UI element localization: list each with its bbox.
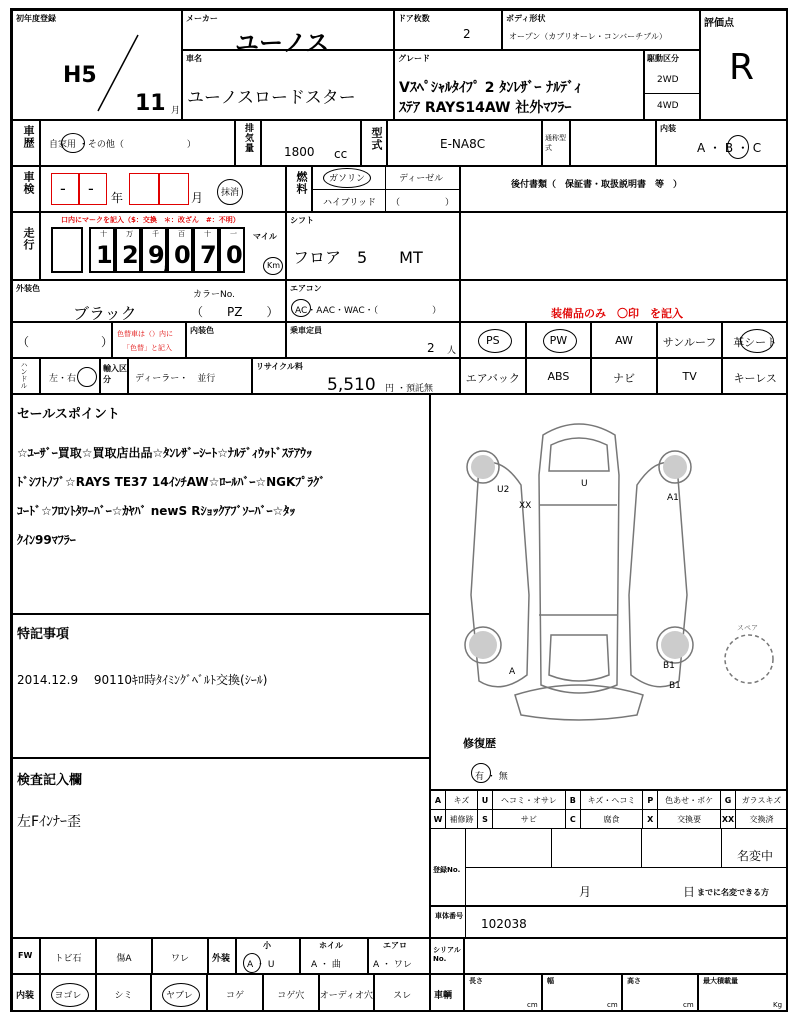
common-model-cell [570,120,656,166]
recycle-label: リサイクル料 [256,362,303,371]
legend-cell: キズ [446,791,478,810]
fw-items [40,938,208,974]
odometer-digit-box [115,227,141,273]
sales-title: セールスポイント [17,407,120,422]
sales-line-1: ☆ﾕｰｻﾞｰ買取☆買取店出品☆ﾀﾝﾚｻﾞｰｼｰﾄ☆ﾅﾙﾃﾞｨｳｯﾄﾞｽﾃｱｳｯ [17,446,313,460]
inspection-expired: 抹消 [221,188,240,198]
expired-circle [217,179,243,205]
legend-cell: C [565,810,580,829]
ext-label-cell [208,938,236,974]
car-diagram-box [430,394,788,790]
equipment-circle [543,329,577,353]
registration-box [430,828,788,906]
size-label-cell [430,974,464,1012]
inspection-label-cell [12,166,40,212]
equipment-label: ABS [547,370,570,383]
repair-value: 有 ・ 無 [475,772,508,782]
reg-no-label: 登録No. [433,866,461,874]
check-title: 検査記入欄 [17,773,83,788]
km-label: Km [267,261,281,270]
body-value: オープン（カブリオーレ・コンバーチブル） [509,32,667,41]
int-label: 内装 [16,991,35,1001]
odometer-place-label: 千 [152,230,159,238]
common-model-label-cell [542,120,570,166]
import-label: 輸入区分 [103,364,127,384]
int-item-label: コゲ [225,991,244,1001]
model-label-cell [361,120,387,166]
equipment-cell [526,358,592,394]
fuel-label-cell [286,166,312,212]
equipment-label: 革シート [733,336,778,349]
fw-item-label: ワレ [170,954,189,964]
interior-grade-circle [727,135,749,159]
first-reg-year: H5 [63,63,97,88]
doors-cell [394,10,502,50]
shift-value: フロア 5 MT [293,248,423,267]
odometer-place-label: 十 [204,230,211,238]
legend-cell: S [478,810,493,829]
color-change-note2: 「色替」と記入 [123,344,172,352]
wheel-label: ホイル [319,941,343,950]
equipment-cell [722,358,788,394]
legend-cell: U [478,791,493,810]
docs-blank-cell [460,212,788,280]
shift-cell [286,212,460,280]
seats-cell [286,322,460,358]
int-item-cell [151,974,207,1012]
km-circle [263,257,283,275]
aero-value: A ・ ワレ [373,960,412,970]
int-item-label: スレ [393,991,412,1001]
length-unit: cm [527,1001,538,1009]
fuel-hybrid: ハイブリッド [323,198,377,208]
odometer-place-label: 十 [100,230,107,238]
model-value: E-NA8C [440,137,486,151]
handle-value: 左・右 [49,374,77,384]
shift-label: シフト [290,216,314,225]
fw-item-label: トビ石 [54,954,82,964]
legend-cell: 色あせ・ボケ [658,791,721,810]
interior-color-cell [186,322,286,358]
width-label: 幅 [547,977,554,985]
seats-label: 乗車定員 [290,326,322,335]
eval-label: 評価点 [704,18,734,29]
mileage-cell [40,212,286,280]
int-item-cell [40,974,96,1012]
recycle-cell [252,358,460,394]
ext-small-cell [236,938,300,974]
mileage-note: 口内にマークを記入（$：交換 ＊：改ざん #：不明） [61,216,240,224]
fw-label-cell [12,938,40,974]
seats-unit: 人 [447,346,457,356]
first-reg-label: 初年度登録 [16,14,56,23]
equipment-label: サンルーフ [662,336,717,349]
first-registration-cell [12,10,182,120]
odometer-place-label: 百 [178,230,185,238]
name-change-note: までに名変できる方 [697,888,769,897]
grade-label: グレード [398,54,430,63]
handle-circle [77,367,97,387]
auction-sheet [10,8,788,1012]
ext-color-value: ブラック [73,304,137,323]
odometer-digit-box [89,227,115,273]
fw-item-cell [96,938,152,974]
int-item-label: コゲ穴 [277,991,305,1001]
legend-cell: X [643,810,658,829]
equipment-label: ナビ [612,372,635,385]
mark-a: A [509,667,516,677]
mileage-label: 走行 [22,227,35,251]
odometer-place-label: 万 [126,230,133,238]
fw-item-cell [152,938,208,974]
small-label: 小 [263,941,271,950]
mileage-mark-box [51,227,83,273]
month-unit: 月 [171,106,181,116]
fuel-label: 燃料 [295,171,308,195]
inspection-notes-box [12,758,430,938]
equipment-label: キーレス [733,372,777,385]
odometer-digit: 0 [226,241,243,269]
evaluation-cell [700,10,788,120]
width-cell [542,974,622,1012]
disp-label-cell [235,120,261,166]
int-item-circle [162,983,200,1007]
height-label: 高さ [627,977,641,985]
equip-title-cell [460,280,788,322]
equipment-circle [740,329,774,353]
equipment-cell [460,358,526,394]
equipment-circle [478,329,512,353]
color-change-note-cell [112,322,186,358]
spare-label: スペア [737,624,758,632]
ac-value: AC・AAC・WAC・（ ） [295,306,442,316]
load-unit: Kg [773,1001,783,1009]
common-model-label: 通称型式 [545,134,566,152]
repair-label: 修復歴 [463,737,496,750]
ext-color-label: 外装色 [16,284,40,293]
ext-color-cell [12,280,286,322]
mark-u: U [581,479,588,489]
color-no-label: カラーNo. [193,290,235,300]
int-item-label: ヨゴレ [54,991,82,1001]
int-item-cell [263,974,319,1012]
first-reg-month: 11 [135,91,166,116]
inspection-cell [40,166,286,212]
odometer-digit: 9 [148,241,165,269]
chassis-label: 車体番号 [435,912,463,920]
repair-circle [471,763,491,783]
mark-a1: A1 [667,493,679,503]
ac-circle [291,299,311,317]
special-notes-box [12,614,430,758]
legend-cell: G [720,791,735,810]
mark-u2: U2 [497,485,510,495]
odometer-digit: 2 [122,241,139,269]
equipment-label: PW [549,334,568,347]
handle-label-cell [12,358,40,394]
interior-color-label: 内装色 [190,326,214,335]
chassis-value: 102038 [481,917,527,931]
model-cell [387,120,542,166]
width-unit: cm [607,1001,618,1009]
interior-grade-label: 内装 [660,124,676,133]
body-label: ボディ形状 [506,14,546,23]
color-change-cell [12,322,112,358]
interior-grade-value: A ・ B ・ C [697,141,762,155]
odometer-digit: 1 [96,241,113,269]
sales-line-4: ｸｲﾝ99ﾏﾌﾗｰ [17,533,76,547]
odometer-digit-box [167,227,193,273]
sales-points-box [12,394,430,614]
equipment-cell [722,322,788,358]
recycle-unit: 円 [385,384,395,394]
drive-4wd: 4WD [657,101,679,111]
odometer-digit: 7 [200,241,217,269]
serial-label-cell [430,938,464,974]
chassis-box [430,906,788,938]
handle-label: ハンドル [20,361,28,389]
check-text: 左Fｲﾝﾅｰ歪 [17,814,82,830]
small-value: A ・ U [247,960,275,970]
equipment-cell [460,322,526,358]
equipment-cell [591,358,657,394]
disp-label: 排気量 [243,123,253,153]
drive-cell [644,50,700,120]
fuel-cell [312,166,460,212]
int-item-cell [96,974,152,1012]
maker-cell [182,10,394,57]
equipment-cell [657,358,723,394]
legend-cell: 補修跡 [446,810,478,829]
reg-month: 月 [579,885,592,899]
equipment-cell [526,322,592,358]
ac-cell [286,280,460,322]
mark-xx: XX [519,501,532,511]
wheel-value: A ・ 曲 [311,960,341,970]
import-cell [128,358,252,394]
length-label: 長さ [469,977,483,985]
odometer [89,227,249,273]
odometer-digit: 0 [174,241,191,269]
ext-label: 外装 [212,954,231,964]
disp-cell [261,120,361,166]
int-item-label: シミ [114,991,133,1001]
history-cell [40,120,235,166]
fuel-diesel: ディーゼル [399,174,444,184]
car-diagram [431,395,787,791]
equipment-row-1 [460,322,788,358]
legend-cell: A [431,791,446,810]
serial-label: シリアルNo. [433,946,461,963]
sales-line-2: ﾄﾞｼﾌﾄﾉﾌﾞ☆RAYS TE37 14ｲﾝﾁAW☆ﾛｰﾙﾊﾞｰ☆NGKﾌﾟﾗｸﾞ [17,475,326,489]
import-label-cell [100,358,128,394]
docs-label: 後付書類（ 保証書・取扱説明書 等 ） [511,180,683,190]
docs-cell [460,166,788,212]
legend-cell: 交換要 [658,810,721,829]
fw-item-cell [40,938,96,974]
fw-label: FW [18,951,33,960]
ac-label: エアコン [290,284,322,293]
inspection-year-unit: 年 [111,191,124,205]
body-type-cell [502,10,700,50]
maker-label: メーカー [186,14,218,23]
size-label: 車輌 [434,991,453,1001]
fw-item-label: 傷A [116,954,132,964]
legend-cell: ヘコミ・オサレ [493,791,566,810]
small-circle [243,953,261,973]
legend-cell: ガラスキズ [735,791,787,810]
car-name-value: ユーノスロードスター [187,88,356,108]
ext-wheel-cell [300,938,368,974]
fuel-other: （ ） [391,198,455,208]
damage-legend [430,790,788,829]
disp-unit: cc [334,147,348,161]
int-label-cell [12,974,40,1012]
int-item-cell [374,974,430,1012]
doors-value: 2 [463,27,471,41]
equipment-label: エアバック [465,372,520,385]
load-cell [698,974,788,1012]
interior-grade-cell [656,120,788,166]
special-title: 特記事項 [17,627,70,642]
legend-cell: XX [720,810,735,829]
odometer-comma: , [163,253,170,274]
legend-cell: W [431,810,446,829]
length-cell [464,974,542,1012]
mile-label: マイル [253,232,277,241]
fuel-circle [323,168,371,188]
model-label: 型式 [370,127,383,151]
history-label: 車歴 [22,125,35,149]
legend-cell: P [643,791,658,810]
odometer-place-label: 一 [230,230,237,238]
height-unit: cm [683,1001,694,1009]
int-item-cell [207,974,263,1012]
legend-cell: B [565,791,580,810]
legend-cell: 腐食 [580,810,643,829]
legend-cell: サビ [493,810,566,829]
eval-value: R [729,47,755,88]
drive-2wd: 2WD [657,75,679,85]
int-item-label: オーディオ穴 [319,991,374,1001]
aero-label: エアロ [383,941,407,950]
equipment-label: AW [615,334,633,347]
car-name-cell [182,50,394,120]
inspection-month-unit: 月 [191,191,204,205]
name-change: 名変中 [737,849,774,863]
mileage-label-cell [12,212,40,280]
int-items [40,974,430,1012]
int-item-label: ヤブレ [165,991,193,1001]
serial-cell [464,938,788,974]
ext-aero-cell [368,938,430,974]
doors-label: ドア枚数 [398,14,430,23]
legend-cell: 交換済 [735,810,787,829]
load-label: 最大積載量 [703,977,738,985]
equipment-label: PS [485,334,500,347]
equipment-cell [591,322,657,358]
equipment-cell [657,322,723,358]
color-no-value: （ PZ ） [191,305,279,319]
color-change-note1: 色替車は（）内に [117,330,173,338]
fuel-gas: ガソリン [329,174,366,184]
history-value: 自家用 ・その他（ ） [49,140,196,150]
seats-value: 2 [427,341,435,355]
disp-value: 1800 [284,145,315,159]
int-item-circle [51,983,89,1007]
int-item-cell [319,974,375,1012]
import-value: ディーラー・ 並行 [135,374,216,384]
inspection-dash1: - [60,179,66,198]
special-text: 2014.12.9 90110ｷﾛ時ﾀｲﾐﾝｸﾞﾍﾞﾙﾄ交換(ｼｰﾙ) [17,673,268,687]
legend-cell: キズ・ヘコミ [580,791,643,810]
history-circle [61,133,85,153]
sales-line-3: ｺｰﾄﾞ☆ﾌﾛﾝﾄﾀﾜｰﾊﾞｰ☆ｶﾔﾊﾞ newS Rｼｮｯｸｱﾌﾞｿｰﾊﾞｰ☆ﾀｯ [17,504,296,518]
grade-cell [394,50,644,120]
maker-value: ユーノス [235,29,330,57]
inspection-dash2: - [88,179,94,198]
drive-label: 駆動区分 [647,54,679,63]
grade-line2: ｽﾃｱ RAYS14AW 社外ﾏﾌﾗｰ [399,100,572,116]
equip-title: 装備品のみ 〇印 を記入 [551,307,683,320]
car-name-label: 車名 [186,54,202,63]
equipment-label: TV [682,370,697,383]
mark-b1-a: B1 [663,661,675,671]
mark-b1-b: B1 [669,681,681,691]
recycle-value: 5,510 [327,375,376,395]
reg-day: 日 [683,885,696,899]
color-change-paren: （ ） [17,335,114,349]
handle-cell [40,358,100,394]
history-label-cell [12,120,40,166]
inspection-label: 車検 [22,171,35,195]
grade-line1: Vｽﾍﾟｼｬﾙﾀｲﾌﾟ 2 ﾀﾝﾚｻﾞｰ ﾅﾙﾃﾞｨ [399,80,582,96]
height-cell [622,974,698,1012]
recycle-note: ・預託無 [397,384,434,394]
odometer-digit-box [219,227,245,273]
equipment-row-2 [460,358,788,394]
odometer-digit-box [193,227,219,273]
